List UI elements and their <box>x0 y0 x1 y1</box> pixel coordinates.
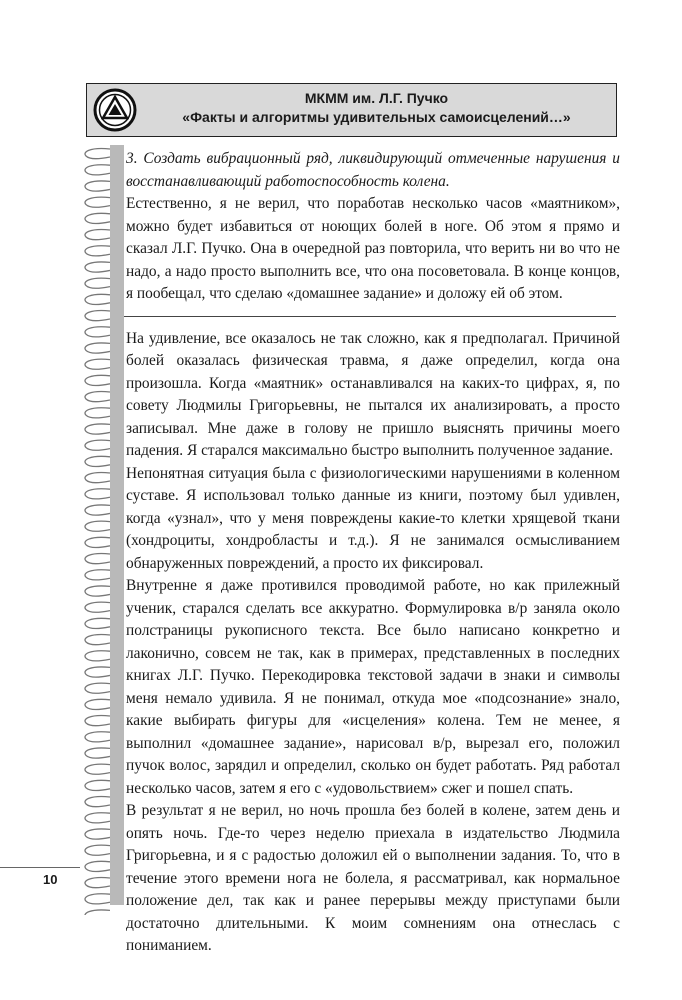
paragraph-3: На удивление, все оказалось не так сложно, как я предполагал. Причиной болей оказалась физическая травма, я даже определил, когда она произошла. Когда «маятник» останавливался на каких-то цифрах, я, по совету Людмилы Григорьевны, не пытался их анализировать, а просто записывал. Мне даже в голову не пришло выяснять причины моего падения. Я старался максимально быстро выполнить полученное задание. <box>126 329 620 459</box>
page-header <box>86 83 617 137</box>
spiral-coil <box>85 311 110 321</box>
spiral-coil <box>85 699 110 709</box>
paragraph-5: Внутренне я даже противился проводимой работе, но как прилежный ученик, старался сделать все аккуратно. Формулировка в/р заняла около полстраницы рукописного текста. Все было написано конкретно и лаконично, совсем не так, как в примерах, представленных в последних книгах Л.Г. Пучко. Перекодировка текстовой задачи в знаки и символы меня немало удивила. Я не понимал, откуда мое «подсознание» знало, какие выбирать фигуры для «исцеления» колена. Тем не менее, я выполнил «домашнее задание», нарисовал в/р, вырезал его, положил пучок волос, зарядил и определил, сколько он будет работать. Ряд работал несколько часов, затем я его с «удовольствием» сжег и пошел спать. <box>126 577 620 797</box>
spiral-coil <box>85 748 110 758</box>
spiral-coil <box>85 570 110 580</box>
header-line-1: МКММ им. Л.Г. Пучко <box>304 90 449 106</box>
spiral-coil <box>85 651 110 661</box>
spiral-coil <box>85 732 110 742</box>
spiral-coil <box>85 149 110 159</box>
spiral-coil <box>85 392 110 402</box>
spiral-coil <box>85 878 110 888</box>
spiral-coil <box>85 473 110 483</box>
spiral-coil <box>85 521 110 531</box>
spiral-coil <box>85 845 110 855</box>
spiral-coil <box>85 683 110 693</box>
spiral-coil <box>85 813 110 823</box>
triangle-in-circle-logo-icon <box>93 88 137 132</box>
spiral-coil <box>85 861 110 871</box>
spiral-coil <box>85 894 110 904</box>
spiral-coil <box>85 230 110 240</box>
spiral-coil <box>85 246 110 256</box>
spiral-coil <box>85 181 110 191</box>
header-line-2: «Факты и алгоритмы удивительных самоисцелений…» <box>182 109 571 125</box>
paragraph-2: Естественно, я не верил, что поработав несколько часов «маятником», можно будет избавиться от ноющих болей в ноге. Об этом я прямо и сказал Л.Г. Пучко. Она в очередной раз повторила, что верить ни во что не надо, а надо просто выполнить все, что она посоветовала. В конце концов, я пообещал, что сделаю «домашнее задание» и доложу ей об этом. <box>126 195 620 302</box>
spiral-coil <box>85 408 110 418</box>
spiral-coil <box>85 910 110 915</box>
paragraph-4: Непонятная ситуация была с физиологическими нарушениями в коленном суставе. Я использовал только данные из книги, поэтому был удивлен, когда «узнал», что у меня повреждены какие-то клетки хрящевой ткани (хондроциты, хондробласты и т.д.). Я не занимался осмысливанием обнаруженных повреждений, а просто их фиксировал. <box>126 464 620 572</box>
spiral-coil <box>85 440 110 450</box>
spiral-coil <box>85 197 110 207</box>
page-number: 10 <box>43 872 58 887</box>
spiral-coil <box>85 554 110 564</box>
spiral-coil <box>85 278 110 288</box>
spiral-coil <box>85 602 110 612</box>
spiral-coil <box>85 213 110 223</box>
spiral-coil <box>85 359 110 369</box>
spiral-coil <box>85 165 110 175</box>
spiral-coil <box>85 780 110 790</box>
spiral-coil <box>85 537 110 547</box>
spiral-coil <box>85 262 110 272</box>
spiral-coil <box>85 343 110 353</box>
header-title <box>143 89 610 127</box>
spiral-coil <box>85 586 110 596</box>
spiral-coil <box>85 294 110 304</box>
spiral-coil <box>85 375 110 385</box>
paragraph-6: В результат я не верил, но ночь прошла без болей в колене, затем день и опять ночь. Где-то через неделю приехала в издательство Людмила Григорьевна, и я с радостью доложил ей о выполнении задания. То, что в течение этого времени нога не болела, я рассматривал, как нормальное положение дел, так как и ранее перерывы между приступами были достаточно длительными. К моим сомнениям она отнеслась с пониманием. <box>126 802 620 954</box>
spiral-coil <box>85 456 110 466</box>
spiral-coil <box>85 424 110 434</box>
main-text <box>126 148 620 958</box>
paragraph-1: 3. Создать вибрационный ряд, ликвидирующий отмеченные нарушения и восстанавливающий работоспособность колена. <box>126 150 620 190</box>
spiral-coil <box>85 829 110 839</box>
spiral-coil <box>85 764 110 774</box>
spiral-binding-decoration <box>76 145 110 915</box>
spiral-coil <box>85 797 110 807</box>
page-number-rule <box>0 867 80 868</box>
spiral-coil <box>85 618 110 628</box>
spiral-coil <box>85 489 110 499</box>
spiral-coil <box>85 327 110 337</box>
spiral-coil <box>85 505 110 515</box>
gray-margin-band <box>110 145 124 905</box>
spiral-coil <box>85 635 110 645</box>
spiral-coil <box>85 716 110 726</box>
spiral-coil <box>85 667 110 677</box>
